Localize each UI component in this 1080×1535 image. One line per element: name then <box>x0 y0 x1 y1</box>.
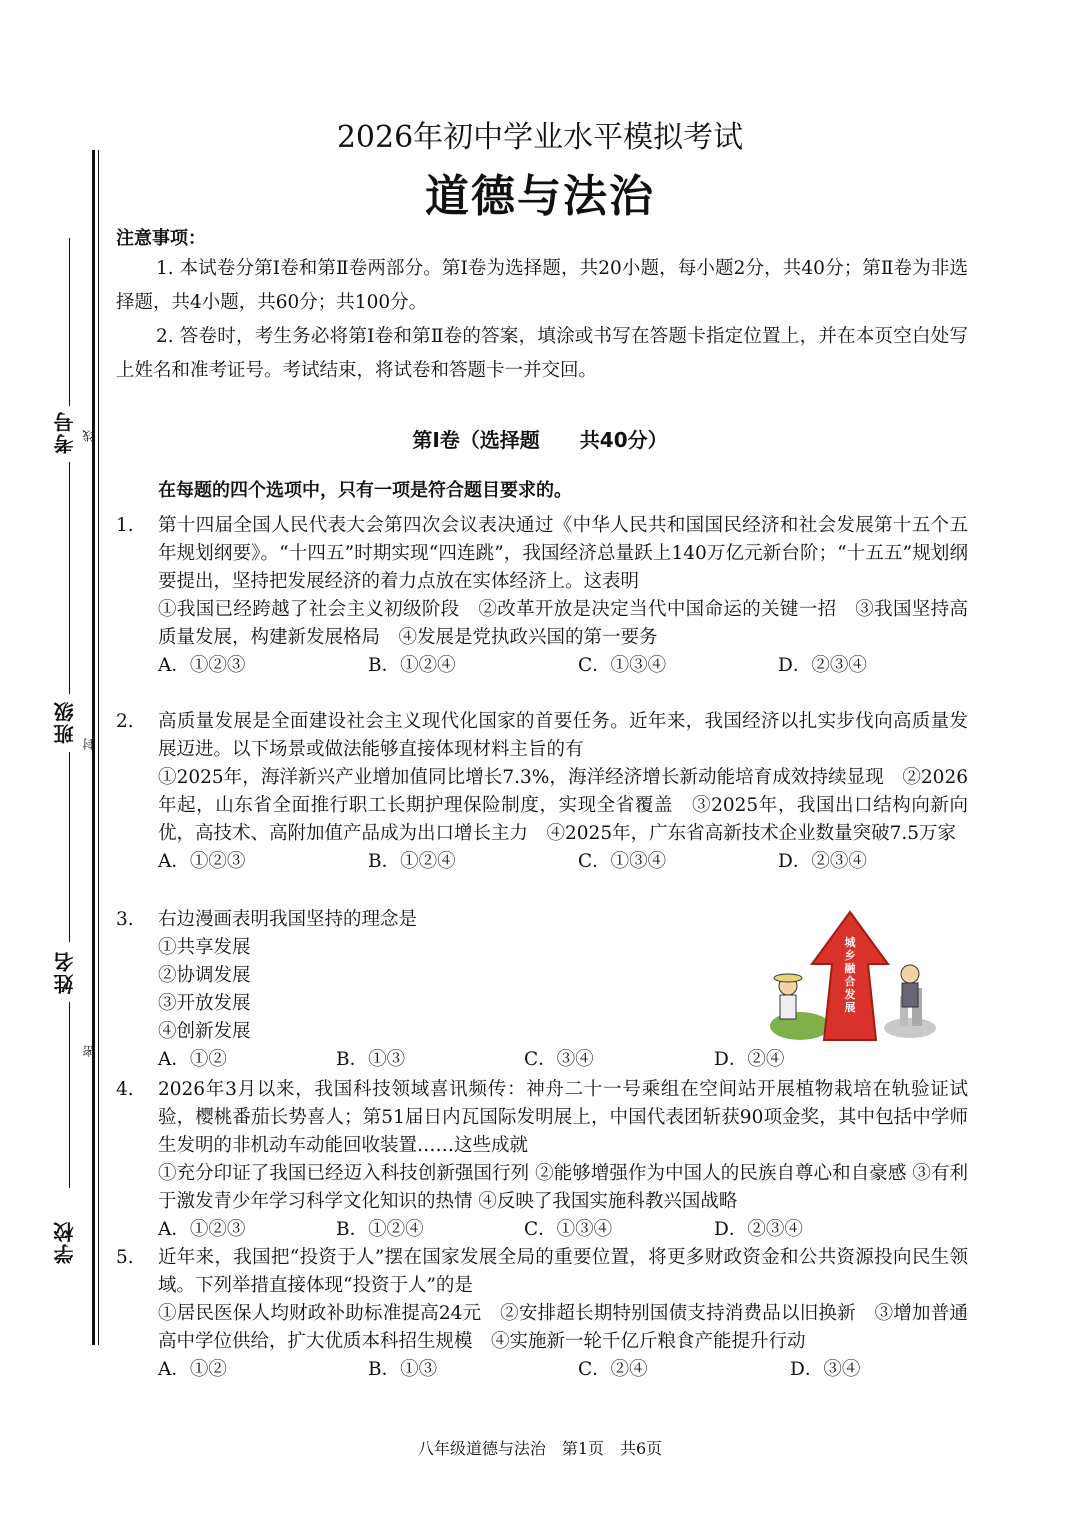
option-c[interactable]: C．①③④ <box>524 1219 613 1240</box>
question-number: 5. <box>116 1247 134 1268</box>
notice-item-1: 1. 本试卷分第Ⅰ卷和第Ⅱ卷两部分。第Ⅰ卷为选择题，共20小题，每小题2分，共40分；第Ⅱ卷为非选择题，共4小题，共60分；共100分。 <box>116 258 968 313</box>
question-2 <box>116 708 968 876</box>
question-item: ③开放发展 <box>158 993 251 1014</box>
question-items: ①居民医保人均财政补助标准提高24元 ②安排超长期特别国债支持消费品以旧换新 ③增加普通高中学位供给，扩大优质本科招生规模 ④实施新一轮千亿斤粮食产能提升行动 <box>158 1303 968 1352</box>
options-row <box>158 1046 968 1074</box>
page-footer: 八年级道德与法治 第1页 共6页 <box>417 1439 663 1458</box>
question-number: 3. <box>116 909 134 930</box>
city-base <box>884 1018 936 1038</box>
class-label: 班级 <box>53 700 77 744</box>
notice-heading: 注意事项： <box>116 228 206 249</box>
option-d[interactable]: D．②③④ <box>778 655 867 676</box>
binding-line <box>69 238 70 406</box>
question-4 <box>116 1076 968 1244</box>
question-number: 2. <box>116 711 134 732</box>
binding-word-secret: 密 <box>82 1045 96 1057</box>
school-label: 学校 <box>53 1220 77 1264</box>
citizen-body <box>902 983 918 1007</box>
options-row <box>158 652 968 680</box>
option-d[interactable]: D．②④ <box>714 1049 785 1070</box>
straw-hat <box>774 974 802 982</box>
option-b[interactable]: B．①②④ <box>368 851 456 872</box>
notice-item-2: 2. 答卷时，考生务必将第Ⅰ卷和第Ⅱ卷的答案，填涂或书写在答题卡指定位置上，并在本页空白处写上姓名和准考证号。考试结束，将试卷和答题卡一并交回。 <box>116 326 968 381</box>
exam-number-label: 考号 <box>53 410 77 454</box>
option-b[interactable]: B．①③ <box>336 1049 406 1070</box>
question-number: 4. <box>116 1079 134 1100</box>
option-d[interactable]: D．③④ <box>790 1359 861 1380</box>
question-stem: 第十四届全国人民代表大会第四次会议表决通过《中华人民共和国国民经济和社会发展第十五个五年规划纲要》。“十四五”时期实现“四连跳”，我国经济总量跃上140万亿元新台阶；“十五五”规划纲要提出，坚持把发展经济的着力点放在实体经济上。这表明 <box>158 515 968 592</box>
options-row <box>158 848 968 876</box>
name-label: 姓名 <box>53 950 77 994</box>
question-item: ①共享发展 <box>158 937 251 958</box>
subject-title: 道德与法治 <box>425 171 655 222</box>
question-stem: 右边漫画表明我国坚持的理念是 <box>158 909 418 930</box>
section-instruction: 在每题的四个选项中，只有一项是符合题目要求的。 <box>158 480 572 501</box>
question-stem: 高质量发展是全面建设社会主义现代化国家的首要任务。近年来，我国经济以扎实步伐向高质量发展迈进。以下场景或做法能够直接体现材料主旨的有 <box>158 711 968 760</box>
section-title: 第Ⅰ卷（选择题 共40分） <box>412 428 668 452</box>
option-a[interactable]: A．①②③ <box>158 655 246 676</box>
option-a[interactable]: A．①② <box>158 1049 227 1070</box>
option-b[interactable]: B．①②④ <box>368 655 456 676</box>
question-items: ①充分印证了我国已经迈入科技创新强国行列 ②能够增强作为中国人的民族自尊心和自豪感 ③有利于激发青少年学习科学文化知识的热情 ④反映了我国实施科教兴国战略 <box>158 1163 968 1212</box>
option-a[interactable]: A．①②③ <box>158 1219 246 1240</box>
question-number: 1. <box>116 515 134 536</box>
question-item: ②协调发展 <box>158 965 251 986</box>
option-d[interactable]: D．②③④ <box>778 851 867 872</box>
option-c[interactable]: C．①③④ <box>578 851 667 872</box>
binding-line <box>69 752 70 942</box>
option-a[interactable]: A．①② <box>158 1359 227 1380</box>
question-stem: 2026年3月以来，我国科技领域喜讯频传：神舟二十一号乘组在空间站开展植物栽培在轨验证试验，樱桃番茄长势喜人；第51届日内瓦国际发明展上，中国代表团斩获90项金奖，其中包括中学师生发明的非机动车动能回收装置……这些成就 <box>158 1079 968 1156</box>
question-items: ①2025年，海洋新兴产业增加值同比增长7.3%，海洋经济增长新动能培育成效持续显现 ②2026年起，山东省全面推行职工长期护理保险制度，实现全省覆盖 ③2025年，我国出口结构向新向优，高技术、高附加值产品成为出口增长主力 ④2025年，广东省高新技术企业数量突破7.5万家 <box>158 767 968 844</box>
farmer-body <box>780 995 796 1019</box>
binding-word-line: 线 <box>82 430 96 442</box>
binding-line <box>69 462 70 694</box>
exam-title: 2026年初中学业水平模拟考试 <box>336 120 744 155</box>
field-shape <box>770 1012 830 1040</box>
binding-bar-thin <box>98 150 99 1345</box>
option-b[interactable]: B．①②④ <box>336 1219 424 1240</box>
options-row <box>158 1216 968 1244</box>
option-b[interactable]: B．①③ <box>368 1359 438 1380</box>
option-c[interactable]: C．①③④ <box>578 655 667 676</box>
question-stem: 近年来，我国把“投资于人”摆在国家发展全局的重要位置，将更多财政资金和公共资源投向民生领域。下列举措直接体现“投资于人”的是 <box>158 1247 968 1296</box>
option-c[interactable]: C．②④ <box>578 1359 648 1380</box>
urban-rural-comic <box>760 908 940 1048</box>
option-c[interactable]: C．③④ <box>524 1049 594 1070</box>
question-items: ①我国已经跨越了社会主义初级阶段 ②改革开放是决定当代中国命运的关键一招 ③我国坚持高质量发展，构建新发展格局 ④发展是党执政兴国的第一要务 <box>158 599 968 648</box>
option-a[interactable]: A．①②③ <box>158 851 246 872</box>
citizen-head <box>901 965 919 983</box>
question-5 <box>116 1244 968 1384</box>
question-item: ④创新发展 <box>158 1021 251 1042</box>
binding-word-seal: 封 <box>82 738 96 750</box>
option-d[interactable]: D．②③④ <box>714 1219 803 1240</box>
question-1 <box>116 512 968 680</box>
options-row <box>158 1356 968 1384</box>
binding-line <box>69 1002 70 1188</box>
comic-caption: 城乡融合发展 <box>844 936 856 1014</box>
